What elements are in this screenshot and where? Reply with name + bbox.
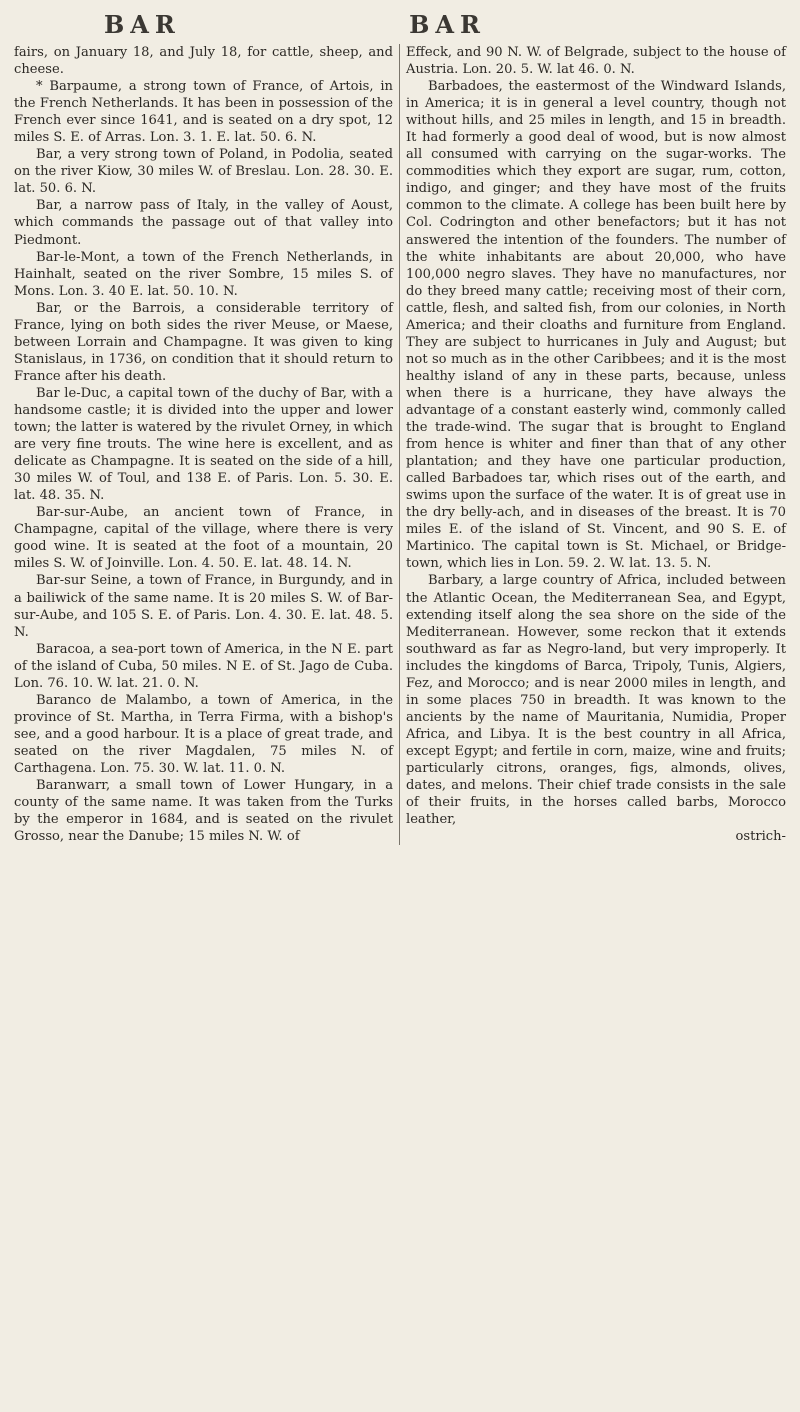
header-left: BAR <box>104 10 181 39</box>
entry-paragraph: Bar, a very strong town of Poland, in Podolia, seated on the river Kiow, 30 miles W. of Breslau. Lon. 28. 30. E. lat. 50. 6. N. <box>14 147 393 197</box>
running-header <box>14 10 786 44</box>
entry-paragraph: Bar, or the Barrois, a considerable territory of France, lying on both sides the river Meuse, or Maese, between Lorrain and Champagne. It was given to king Stanislaus, in 1736, on condition that it should return to France after his death. <box>14 300 393 384</box>
entry-paragraph: Effeck, and 90 N. W. of Belgrade, subject to the house of Austria. Lon. 20. 5. W. lat 46. 0. N. <box>406 45 786 78</box>
entry-paragraph: Bar-le-Mont, a town of the French Netherlands, in Hainhalt, seated on the river Sombre, 15 miles S. of Mons. Lon. 3. 40 E. lat. 50. 10. N. <box>14 249 393 299</box>
right-column <box>400 44 786 845</box>
entry-paragraph: fairs, on January 18, and July 18, for cattle, sheep, and cheese. <box>14 45 393 78</box>
entry-paragraph: Bar, a narrow pass of Italy, in the valley of Aoust, which commands the passage out of that valley into Piedmont. <box>14 198 393 248</box>
entry-paragraph: Baranwarr, a small town of Lower Hungary, in a county of the same name. It was taken from the Turks by the emperor in 1684, and is seated on the rivulet Grosso, near the Danube; 15 miles N. W. of <box>14 778 393 845</box>
entry-paragraph: * Barpaume, a strong town of France, of Artois, in the French Netherlands. It has been in possession of the French ever since 1641, and is seated on a dry spot, 12 miles S. E. of Arras. Lon. 3. 1. E. lat. 50. 6. N. <box>14 79 393 146</box>
entry-paragraph: Barbary, a large country of Africa, included between the Atlantic Ocean, the Mediterranean Sea, and Egypt, extending itself along the sea shore on the side of the Mediterranean. However, some reckon that it extends southward as far as Negro-land, but very improperly. It includes the kingdoms of Barca, Tripoly, Tunis, Algiers, Fez, and Morocco; and is near 2000 miles in length, and in some places 750 in breadth. It was known to the ancients by the name of Mauritania, Numidia, Proper Africa, and Libya. It is the best country in all Africa, except Egypt; and fertile in corn, maize, wine and fruits; particularly citrons, oranges, figs, almonds, olives, dates, and melons. Their chief trade consists in the sale of their fruits, in the horses called barbs, Morocco leather, <box>406 573 786 828</box>
text-columns <box>14 44 786 845</box>
entry-paragraph: Bar le-Duc, a capital town of the duchy of Bar, with a handsome castle; it is divided into the upper and lower town; the latter is watered by the rivulet Orney, in which are very fine trouts. The wine here is excellent, and as delicate as Champagne. It is seated on the side of a hill, 30 miles W. of Toul, and 138 E. of Paris. Lon. 5. 30. E. lat. 48. 35. N. <box>14 385 393 504</box>
entry-paragraph: Baranco de Malambo, a town of America, in the province of St. Martha, in Terra Firma, with a bishop's see, and a good harbour. It is a place of great trade, and seated on the river Magdalen, 75 miles N. of Carthagena. Lon. 75. 30. W. lat. 11. 0. N. <box>14 692 393 776</box>
entry-paragraph: Bar-sur-Aube, an ancient town of France, in Champagne, capital of the village, where there is very good wine. It is seated at the foot of a mountain, 20 miles S. W. of Joinville. Lon. 4. 50. E. lat. 48. 14. N. <box>14 505 393 572</box>
entry-paragraph: Baracoa, a sea-port town of America, in the N E. part of the island of Cuba, 50 miles. N E. of St. Jago de Cuba. Lon. 76. 10. W. lat. 21. 0. N. <box>14 641 393 691</box>
left-column <box>14 44 400 845</box>
entry-paragraph: Bar-sur Seine, a town of France, in Burgundy, and in a bailiwick of the same name. It is 20 miles S. W. of Bar-sur-Aube, and 105 S. E. of Paris. Lon. 4. 30. E. lat. 48. 5. N. <box>14 573 393 640</box>
header-right: BAR <box>409 10 486 39</box>
entry-paragraph: ostrich- <box>735 829 786 845</box>
entry-paragraph: Barbadoes, the eastermost of the Windward Islands, in America; it is in general a level country, though not without hills, and 25 miles in length, and 15 in breadth. It had formerly a good deal of wood, but is now almost all consumed with carrying on the sugar-works. The commodities which they export are sugar, rum, cotton, indigo, and ginger; and they have most of the fruits common to the climate. A college has been built here by Col. Codrington and other benefactors; but it has not answered the intention of the founders. The number of the white inhabitants are about 20,000, who have 100,000 negro slaves. They have no manufactures, nor do they breed many cattle; receiving most of their corn, cattle, flesh, and salted fish, from our colonies, in North America; and their cloaths and furniture from England. They are subject to hurricanes in July and August; but not so much as in the other Caribbees; and it is the most healthy island of any in these parts, because, unless when there is a hurricane, they have always the advantage of a constant easterly wind, commonly called the trade-wind. The sugar that is brought to England from hence is whiter and finer than that of any other plantation; and they have one particular production, called Barbadoes tar, which rises out of the earth, and swims upon the surface of the water. It is of great use in the dry belly-ach, and in diseases of the breast. It is 70 miles E. of the island of St. Vincent, and 90 S. E. of Martinico. The capital town is St. Michael, or Bridge-town, which lies in Lon. 59. 2. W. lat. 13. 5. N. <box>406 79 786 572</box>
